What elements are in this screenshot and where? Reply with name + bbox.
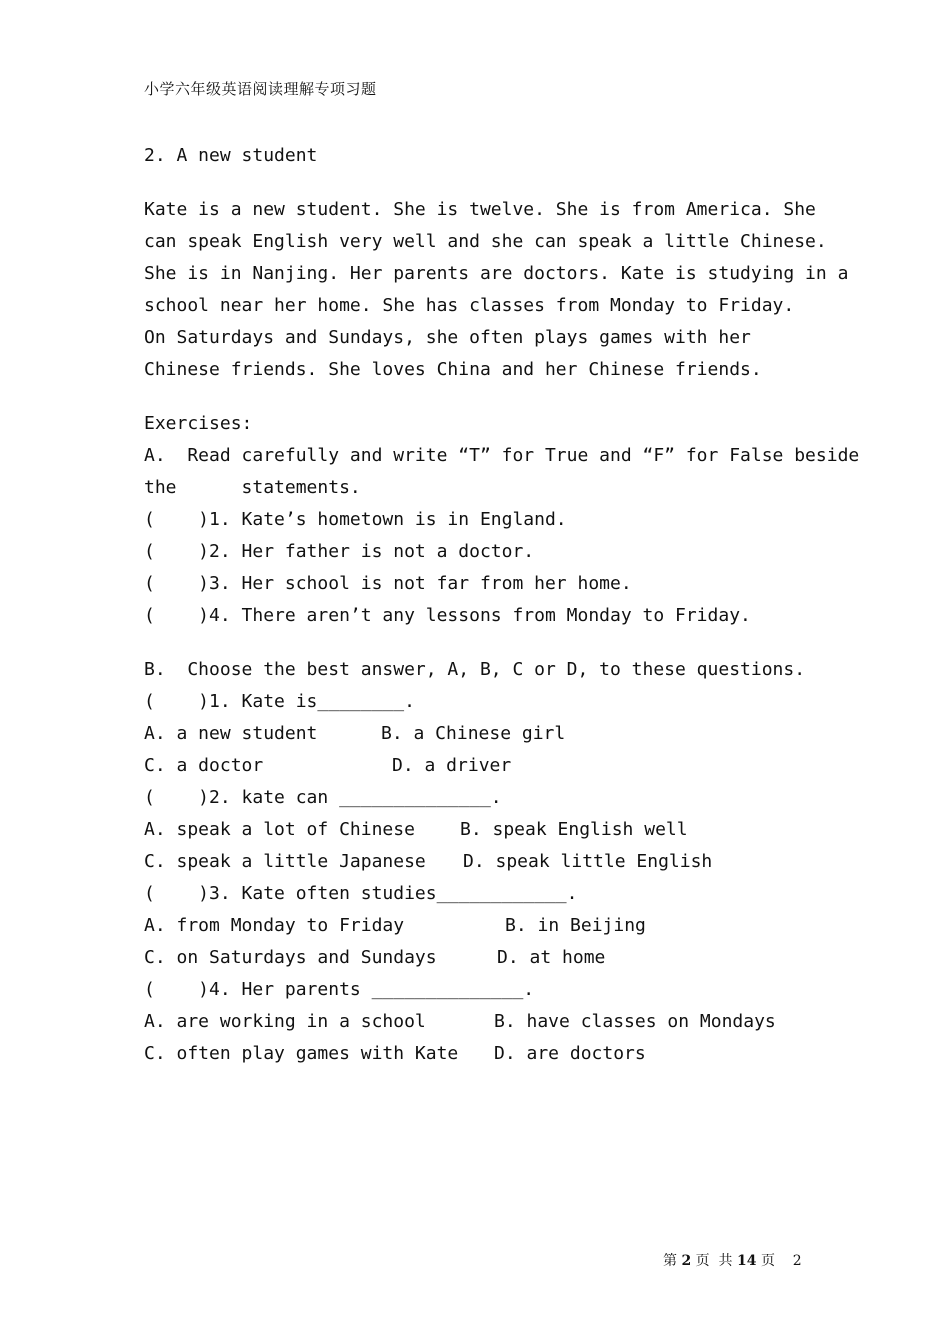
section-title: 2. A new student — [144, 145, 318, 166]
option-b: B. in Beijing — [505, 915, 646, 936]
option-a: A. speak a lot of Chinese — [144, 819, 415, 840]
page-number: 2 — [792, 1253, 802, 1269]
passage-line: can speak English very well and she can speak a little Chinese. — [144, 231, 827, 252]
option-b: B. have classes on Mondays — [494, 1011, 776, 1032]
true-false-item: ( )1. Kate’s hometown is in England. — [144, 509, 567, 530]
option-d: D. a driver — [392, 755, 512, 776]
option-a: A. from Monday to Friday — [144, 915, 405, 936]
page-footer — [663, 1250, 802, 1270]
true-false-item: ( )2. Her father is not a doctor. — [144, 541, 535, 562]
option-d: D. are doctors — [494, 1043, 646, 1064]
question-stem: ( )1. Kate is________. — [144, 691, 415, 712]
question-stem: ( )2. kate can ______________. — [144, 787, 502, 808]
part-a-instruction: the statements. — [144, 477, 361, 498]
footer-total-pages: 14 — [737, 1253, 757, 1269]
footer-mid: 页 共 — [695, 1253, 733, 1269]
option-c: C. speak a little Japanese — [144, 851, 426, 872]
passage-line: Kate is a new student. She is twelve. She is from America. She — [144, 199, 816, 220]
footer-prefix: 第 — [663, 1253, 677, 1269]
option-b: B. speak English well — [460, 819, 688, 840]
footer-current-page: 2 — [681, 1253, 692, 1269]
true-false-item: ( )4. There aren’t any lessons from Monday to Friday. — [144, 605, 751, 626]
footer-suffix: 页 — [760, 1253, 775, 1269]
question-stem: ( )4. Her parents ______________. — [144, 979, 535, 1000]
option-c: C. a doctor — [144, 755, 264, 776]
document-header: 小学六年级英语阅读理解专项习题 — [144, 80, 377, 98]
passage-line: Chinese friends. She loves China and her Chinese friends. — [144, 359, 762, 380]
option-b: B. a Chinese girl — [381, 723, 566, 744]
option-c: C. on Saturdays and Sundays — [144, 947, 437, 968]
option-c: C. often play games with Kate — [144, 1043, 459, 1064]
part-b-instruction: B. Choose the best answer, A, B, C or D, to these questions. — [144, 659, 806, 680]
option-d: D. at home — [497, 947, 606, 968]
passage-line: On Saturdays and Sundays, she often plays games with her — [144, 327, 751, 348]
option-a: A. a new student — [144, 723, 318, 744]
option-d: D. speak little English — [463, 851, 713, 872]
passage-line: She is in Nanjing. Her parents are doctors. Kate is studying in a — [144, 263, 849, 284]
option-a: A. are working in a school — [144, 1011, 426, 1032]
exercises-label: Exercises: — [144, 413, 253, 434]
question-stem: ( )3. Kate often studies____________. — [144, 883, 578, 904]
part-a-instruction: A. Read carefully and write “T” for True and “F” for False beside — [144, 445, 860, 466]
true-false-item: ( )3. Her school is not far from her home. — [144, 573, 632, 594]
passage-line: school near her home. She has classes from Monday to Friday. — [144, 295, 795, 316]
